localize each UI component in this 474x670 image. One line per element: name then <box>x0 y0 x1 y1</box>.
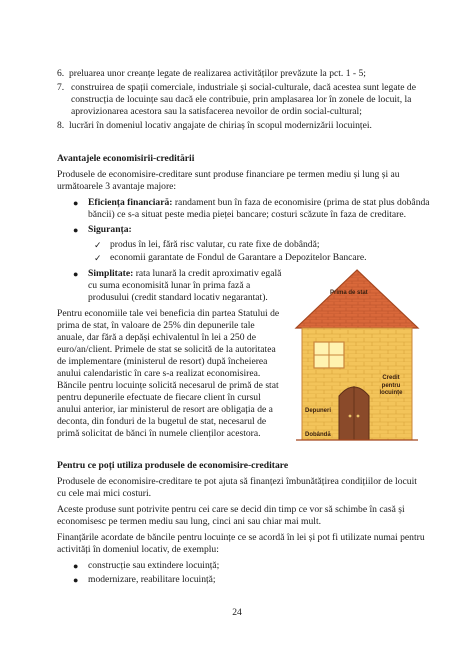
state-premium-line11: primă solicitat de bănci în numele clienților acestora. <box>57 428 261 439</box>
state-premium-line7: Băncile pentru locuințe solicită necesarul de primă de stat <box>57 380 279 391</box>
use-item-1: construcție sau extindere locuință; <box>88 560 220 571</box>
advantage-safety: Siguranța: <box>88 224 132 235</box>
advantage-efficiency-line2: băncii) ce s-a situat peste media pieței bancare; costuri scăzute în faza de creditare. <box>88 209 407 220</box>
section-heading-uses: Pentru ce poți utiliza produsele de economisire-creditare <box>57 460 289 471</box>
list-item-7-line3: aprovizionarea acestora sau la satisfacerea nevoilor de ordin social-cultural; <box>71 106 362 117</box>
safety-point-2: economii garantate de Fondul de Garantare a Depozitelor Bancare. <box>110 252 367 263</box>
safety-point-1: produs în lei, fără risc valutar, cu rate fixe de dobândă; <box>110 239 320 250</box>
list-item-7-num: 7. <box>57 82 65 93</box>
section1-intro-line1: Produsele de economisire-creditare sunt produse financiare pe termen mediu și lung și au <box>57 169 400 180</box>
credit-label: Credit pentru locuințe <box>379 375 403 396</box>
state-premium-line2: prima de stat, în valoare de 25% din depunerile tale <box>57 320 255 331</box>
roof-label: Prima de stat <box>330 290 368 296</box>
advantage-simplicity-line3: produsului (credit standard locativ negarantat). <box>88 292 268 303</box>
state-premium-line4: euro/an/client. Primele de stat se solicită de la autoritatea <box>57 344 276 355</box>
state-premium-line6: anului calendaristic în care s-a realizat economisirea. <box>57 368 261 379</box>
state-premium-line10: deconta, din fonduri de la bugetul de stat, necesarul de <box>57 416 267 427</box>
state-premium-line5: de implementare (ministerul de resort) după încheierea <box>57 356 268 367</box>
list-item-8: 8. lucrări în domeniul locativ angajate de chiriaș în scopul modernizării locuinței. <box>57 120 372 131</box>
bullet-dot-icon: ● <box>73 198 79 208</box>
page-number: 24 <box>232 607 242 618</box>
bullet-dot-icon: ● <box>73 269 79 279</box>
uses-p2-line1: Aceste produse sunt potrivite pentru cei care se decid din timp ce vor să schimbe în casă și <box>57 504 405 515</box>
list-item-6: 6. preluarea unor creanțe legate de realizarea activităților prevăzute la pct. 1 - 5; <box>57 68 366 79</box>
bullet-dot-icon: ● <box>73 561 79 571</box>
state-premium-line9: anului anterior, iar ministerul de resort are obligația de a <box>57 404 273 415</box>
uses-p3-line2: activități în domeniul locativ, de exemplu: <box>57 544 219 555</box>
advantage-simplicity-line2: cu suma economisită lunar în prima fază a <box>88 280 251 291</box>
state-premium-line8: pentru depunerile efectuate de fiecare client în cursul <box>57 392 261 403</box>
checkmark-icon: ✓ <box>94 240 102 250</box>
list-item-7-line1: construirea de spații comerciale, industriale și social-culturale, dacă acestea sunt legate de <box>71 82 416 93</box>
checkmark-icon: ✓ <box>94 253 102 263</box>
roof-shape <box>296 270 418 328</box>
deposits-label: Depuneri <box>305 408 332 414</box>
uses-p2-line2: economisesc pe termen mediu sau lung, cinci ani sau chiar mai mult. <box>57 516 322 527</box>
section1-intro-line2: următoarele 3 avantaje majore: <box>57 181 177 192</box>
section-heading-advantages: Avantajele economisirii-creditării <box>57 153 195 164</box>
uses-p1-line2: cu cele mai mici costuri. <box>57 488 152 499</box>
advantage-efficiency: Eficiența financiară: randament bun în faza de economisire (prima de stat plus dobânda <box>88 197 430 208</box>
interest-label: Dobândă <box>305 432 331 438</box>
bullet-dot-icon: ● <box>73 575 79 585</box>
advantage-simplicity: Simplitate: rata lunară la credit aproximativ egală <box>88 268 282 279</box>
uses-p3-line1: Finanțările acordate de băncile pentru locuințe ce se acordă în lei și pot fi utilizate numai pentru <box>57 532 425 543</box>
use-item-2: modernizare, reabilitare locuință; <box>88 574 216 585</box>
state-premium-line3: anuale, dar fără a depăși echivalentul în lei a 250 de <box>57 332 256 343</box>
uses-p1-line1: Produsele de economisire-creditare te pot ajuta să finanțezi îmbunătățirea condițiilor de locuit <box>57 476 417 487</box>
list-item-7-line2: construcția de locuințe sau dacă ele contribuie, prin amplasarea lor în zonele de locuit, la <box>71 94 412 105</box>
bullet-dot-icon: ● <box>73 225 79 235</box>
state-premium-line1: Pentru economiile tale vei beneficia din partea Statului de <box>57 308 280 319</box>
